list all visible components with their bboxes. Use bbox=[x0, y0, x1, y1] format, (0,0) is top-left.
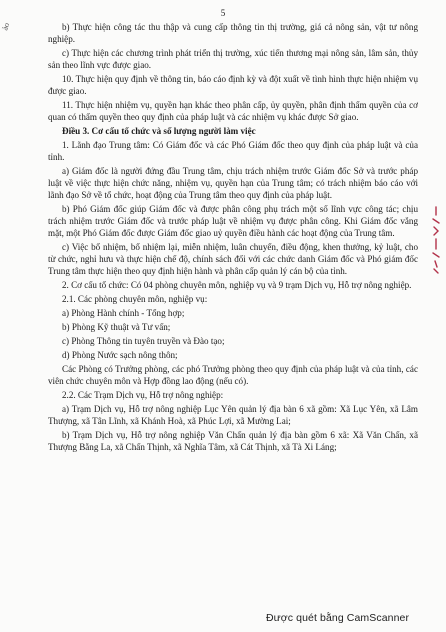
paragraph: 2. Cơ cấu tổ chức: Có 04 phòng chuyên môn, nghiệp vụ và 9 trạm Dịch vụ, Hỗ trợ nông nghiệp. bbox=[62, 279, 412, 290]
paragraph: b) Thực hiện công tác thu thập và cung cấp thông tin thị trường, giá cả nông sản, vật tư nông nghiệp. bbox=[48, 22, 418, 44]
paragraph: 11. Thực hiện nhiệm vụ, quyền hạn khác theo phân cấp, ủy quyền, phân định thẩm quyền của cơ quan có thẩm quyền theo quy định của pháp luật và các nhiệm vụ khác được Sở giao. bbox=[48, 100, 418, 122]
document-body bbox=[48, 22, 418, 456]
paragraph: c) Phòng Thông tin tuyên truyền và Đào tạo; bbox=[62, 336, 225, 347]
paragraph: 2.2. Các Trạm Dịch vụ, Hỗ trợ nông nghiệp: bbox=[62, 390, 224, 401]
paragraph: d) Phòng Nước sạch nông thôn; bbox=[62, 350, 178, 361]
paragraph: 1. Lãnh đạo Trung tâm: Có Giám đốc và các Phó Giám đốc theo quy định của pháp luật và của tỉnh. bbox=[48, 140, 418, 162]
camscanner-watermark: Được quét bằng CamScanner bbox=[266, 612, 410, 624]
paragraph: b) Phó Giám đốc giúp Giám đốc và được phân công phụ trách một số lĩnh vực công tác; chịu trách nhiệm trước Giám đốc và trước pháp luật về nhiệm vụ được phân công. Khi Giám đốc vắng mặt, một Phó Giám đốc được Giám đốc giao uỷ quyền điều hành các hoạt động của Trung tâm. bbox=[48, 204, 418, 238]
page-number: 5 bbox=[220, 8, 226, 18]
margin-signature-mark bbox=[428, 205, 444, 275]
paragraph: 2.1. Các phòng chuyên môn, nghiệp vụ: bbox=[62, 293, 208, 304]
paragraph: Các Phòng có Trưởng phòng, các phó Trưởng phòng theo quy định của pháp luật và của tỉnh, các viên chức chuyên môn và Hợp đồng lao động (nếu có). bbox=[48, 364, 418, 387]
paragraph: a) Giám đốc là người đứng đầu Trung tâm, chịu trách nhiệm trước Giám đốc Sở và trước pháp luật về việc thực hiện chức năng, nhiệm vụ, quyền hạn của Trung tâm; có trách nhiệm báo cáo với lãnh đạo Sở về tổ chức, hoạt động của Trung tâm theo quy định của pháp luật. bbox=[48, 166, 418, 200]
paragraph: b) Phòng Kỹ thuật và Tư vấn; bbox=[62, 322, 171, 333]
paragraph: b) Trạm Dịch vụ, Hỗ trợ nông nghiệp Văn Chấn quản lý địa bàn gồm 6 xã: Xã Văn Chấn, xã Thượng Bằng La, xã Chấn Thịnh, xã Nghĩa Tâm, xã Cát Thịnh, xã Tà Xi Láng; bbox=[48, 430, 418, 453]
corner-handwritten-mark: ào bbox=[0, 21, 12, 32]
paragraph: c) Việc bổ nhiệm, bổ nhiệm lại, miễn nhiệm, luân chuyển, điều động, khen thưởng, kỷ luật, cho từ chức, nghỉ hưu và thực hiện chế độ, chính sách đối với các chức danh Giám đốc và Phó giám đốc Trung tâm thực hiện theo quy định hiện hành và phân cấp quản lý cán bộ của tỉnh. bbox=[48, 241, 418, 276]
article-heading: Điều 3. Cơ cấu tổ chức và số lượng người làm việc bbox=[62, 126, 256, 136]
paragraph: 10. Thực hiện quy định về thông tin, báo cáo định kỳ và đột xuất về tình hình thực hiện nhiệm vụ được giao. bbox=[48, 74, 418, 96]
paragraph: a) Phòng Hành chính - Tổng hợp; bbox=[62, 308, 185, 318]
paragraph: a) Trạm Dịch vụ, Hỗ trợ nông nghiệp Lục Yên quản lý địa bàn 6 xã gồm: Xã Lục Yên, xã Lâm Thượng, xã Tân Lĩnh, xã Khánh Hoà, xã Phúc Lợi, xã Mường Lai; bbox=[48, 404, 418, 427]
paragraph: c) Thực hiện các chương trình phát triển thị trường, xúc tiến thương mại nông sản, lâm sản, thủy sản theo lĩnh vực được giao. bbox=[48, 48, 418, 70]
